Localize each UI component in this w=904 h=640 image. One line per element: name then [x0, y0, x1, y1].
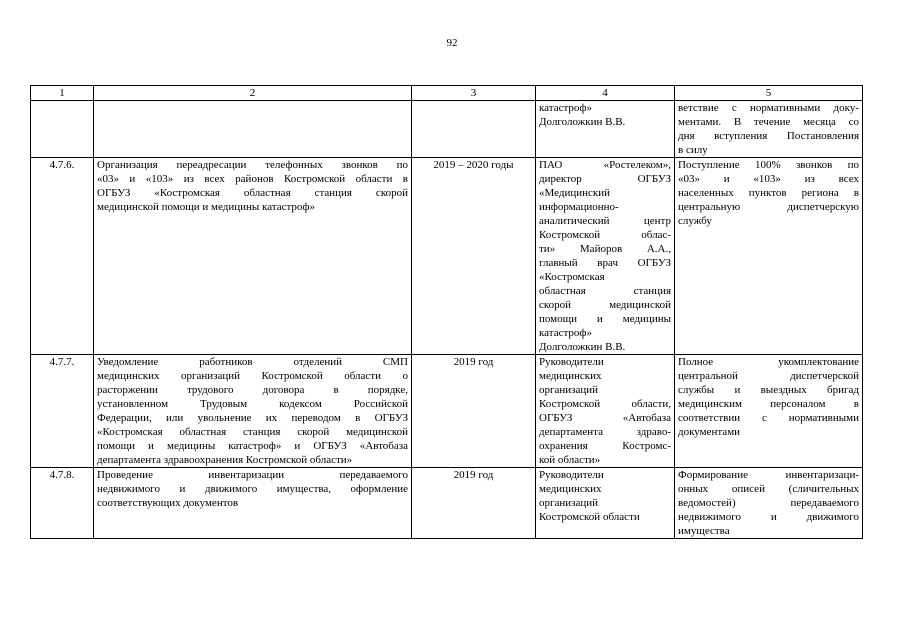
cell-line: недвижимого и движимого — [678, 511, 859, 523]
cell-line: медицинской помощи и медицины катастроф» — [97, 201, 316, 213]
cell-line: департамента здравоохранения Костромской области» — [97, 454, 353, 466]
cell-line: Костромской области — [539, 511, 640, 523]
cell-line: медицинским персоналом в — [678, 398, 859, 410]
cell-line: Руководители — [539, 356, 604, 368]
cell-line: в силу — [678, 144, 708, 156]
column-header-3: 3 — [412, 86, 536, 101]
cell-line: ведомостей) передаваемого — [678, 497, 859, 509]
responsible-cell — [536, 158, 675, 355]
cell-line: соответствии с нормативными — [678, 412, 859, 424]
result-cell — [675, 101, 863, 158]
result-cell — [675, 355, 863, 468]
cell-line: «03» и «103» из всех — [678, 173, 859, 185]
cell-line: организаций — [539, 497, 599, 509]
cell-line: расторжении трудового договора в порядке, — [97, 384, 408, 396]
cell-line: медицинских организаций Костромской области о — [97, 370, 408, 382]
cell-line: катастроф» — [539, 327, 593, 339]
cell-line: кой области» — [539, 454, 601, 466]
table-row — [31, 468, 863, 539]
item-number-cell: 4.7.8. — [31, 468, 94, 539]
cell-line: Полное укомплектование — [678, 356, 859, 368]
period-cell — [412, 101, 536, 158]
cell-line: катастроф» — [539, 102, 593, 114]
column-header-4: 4 — [536, 86, 675, 101]
item-number-cell: 4.7.7. — [31, 355, 94, 468]
period-cell: 2019 год — [412, 355, 536, 468]
table-header-row — [31, 86, 863, 101]
table-row — [31, 355, 863, 468]
cell-line: Долголожкин В.В. — [539, 341, 626, 353]
period-cell: 2019 – 2020 годы — [412, 158, 536, 355]
cell-line: службы и выездных бригад — [678, 384, 859, 396]
page-number: 92 — [446, 37, 458, 49]
cell-line: помощи и медицины катастроф» и ОГБУЗ «Автобаза — [97, 440, 408, 452]
cell-line: помощи и медицины — [539, 313, 671, 325]
cell-line: аналитический центр — [539, 215, 671, 227]
cell-line: Костромской области, — [539, 398, 671, 410]
cell-line: онных описей (сличительных — [678, 483, 859, 495]
table-row — [31, 158, 863, 355]
cell-line: центральную диспетчерскую — [678, 201, 859, 213]
cell-line: Долголожкин В.В. — [539, 116, 626, 128]
column-header-2: 2 — [94, 86, 412, 101]
cell-line: Формирование инвентаризаци- — [678, 469, 859, 481]
cell-line: дня вступления Постановления — [678, 130, 859, 142]
cell-line: Федерации, или увольнение их переводом в ОГБУЗ — [97, 412, 408, 424]
cell-line: Организация переадресации телефонных звонков по — [97, 159, 408, 171]
cell-line: имущества — [678, 525, 730, 537]
cell-line: «Костромская — [539, 271, 605, 283]
period-cell: 2019 год — [412, 468, 536, 539]
cell-line: Поступление 100% звонков по — [678, 159, 859, 171]
item-number-cell — [31, 101, 94, 158]
table-row — [31, 101, 863, 158]
cell-line: ветствие с нормативными доку- — [678, 102, 859, 114]
task-cell — [94, 468, 412, 539]
cell-line: ти» Майоров А.А., — [539, 243, 671, 255]
cell-line: главный врач ОГБУЗ — [539, 257, 671, 269]
responsible-cell — [536, 468, 675, 539]
cell-line: ментами. В течение месяца со — [678, 116, 859, 128]
cell-line: департамента здраво- — [539, 426, 671, 438]
cell-line: ОГБУЗ «Автобаза — [539, 412, 671, 424]
column-header-1: 1 — [31, 86, 94, 101]
cell-line: медицинских — [539, 370, 602, 382]
cell-line: населенных пунктов региона в — [678, 187, 859, 199]
result-cell — [675, 468, 863, 539]
cell-line: Уведомление работников отделений СМП — [97, 356, 408, 368]
plan-table — [30, 85, 863, 539]
item-number-cell: 4.7.6. — [31, 158, 94, 355]
result-cell — [675, 158, 863, 355]
cell-line: областная станция — [539, 285, 671, 297]
cell-line: скорой медицинской — [539, 299, 671, 311]
cell-line: ПАО «Ростелеком», — [539, 159, 671, 171]
cell-line: «03» и «103» из всех районов Костромской области в — [97, 173, 408, 185]
cell-line: соответствующих документов — [97, 497, 239, 509]
responsible-cell — [536, 101, 675, 158]
responsible-cell — [536, 355, 675, 468]
cell-line: центральной диспетчерской — [678, 370, 859, 382]
cell-line: медицинских — [539, 483, 602, 495]
cell-line: службу — [678, 215, 712, 227]
cell-line: установленном Трудовым кодексом Российской — [97, 398, 408, 410]
cell-line: документами — [678, 426, 741, 438]
task-cell — [94, 158, 412, 355]
cell-line: директор ОГБУЗ — [539, 173, 671, 185]
cell-line: Проведение инвентаризации передаваемого — [97, 469, 408, 481]
task-cell — [94, 355, 412, 468]
column-header-5: 5 — [675, 86, 863, 101]
cell-line: Костромской облас- — [539, 229, 671, 241]
cell-line: Руководители — [539, 469, 604, 481]
cell-line: «Костромская областная станция скорой медицинской — [97, 426, 408, 438]
cell-line: ОГБУЗ «Костромская областная станция скорой — [97, 187, 408, 199]
cell-line: охранения Костромс- — [539, 440, 671, 452]
cell-line: «Медицинский — [539, 187, 611, 199]
task-cell — [94, 101, 412, 158]
cell-line: недвижимого и движимого имущества, оформление — [97, 483, 408, 495]
cell-line: информационно- — [539, 201, 619, 213]
cell-line: организаций — [539, 384, 599, 396]
